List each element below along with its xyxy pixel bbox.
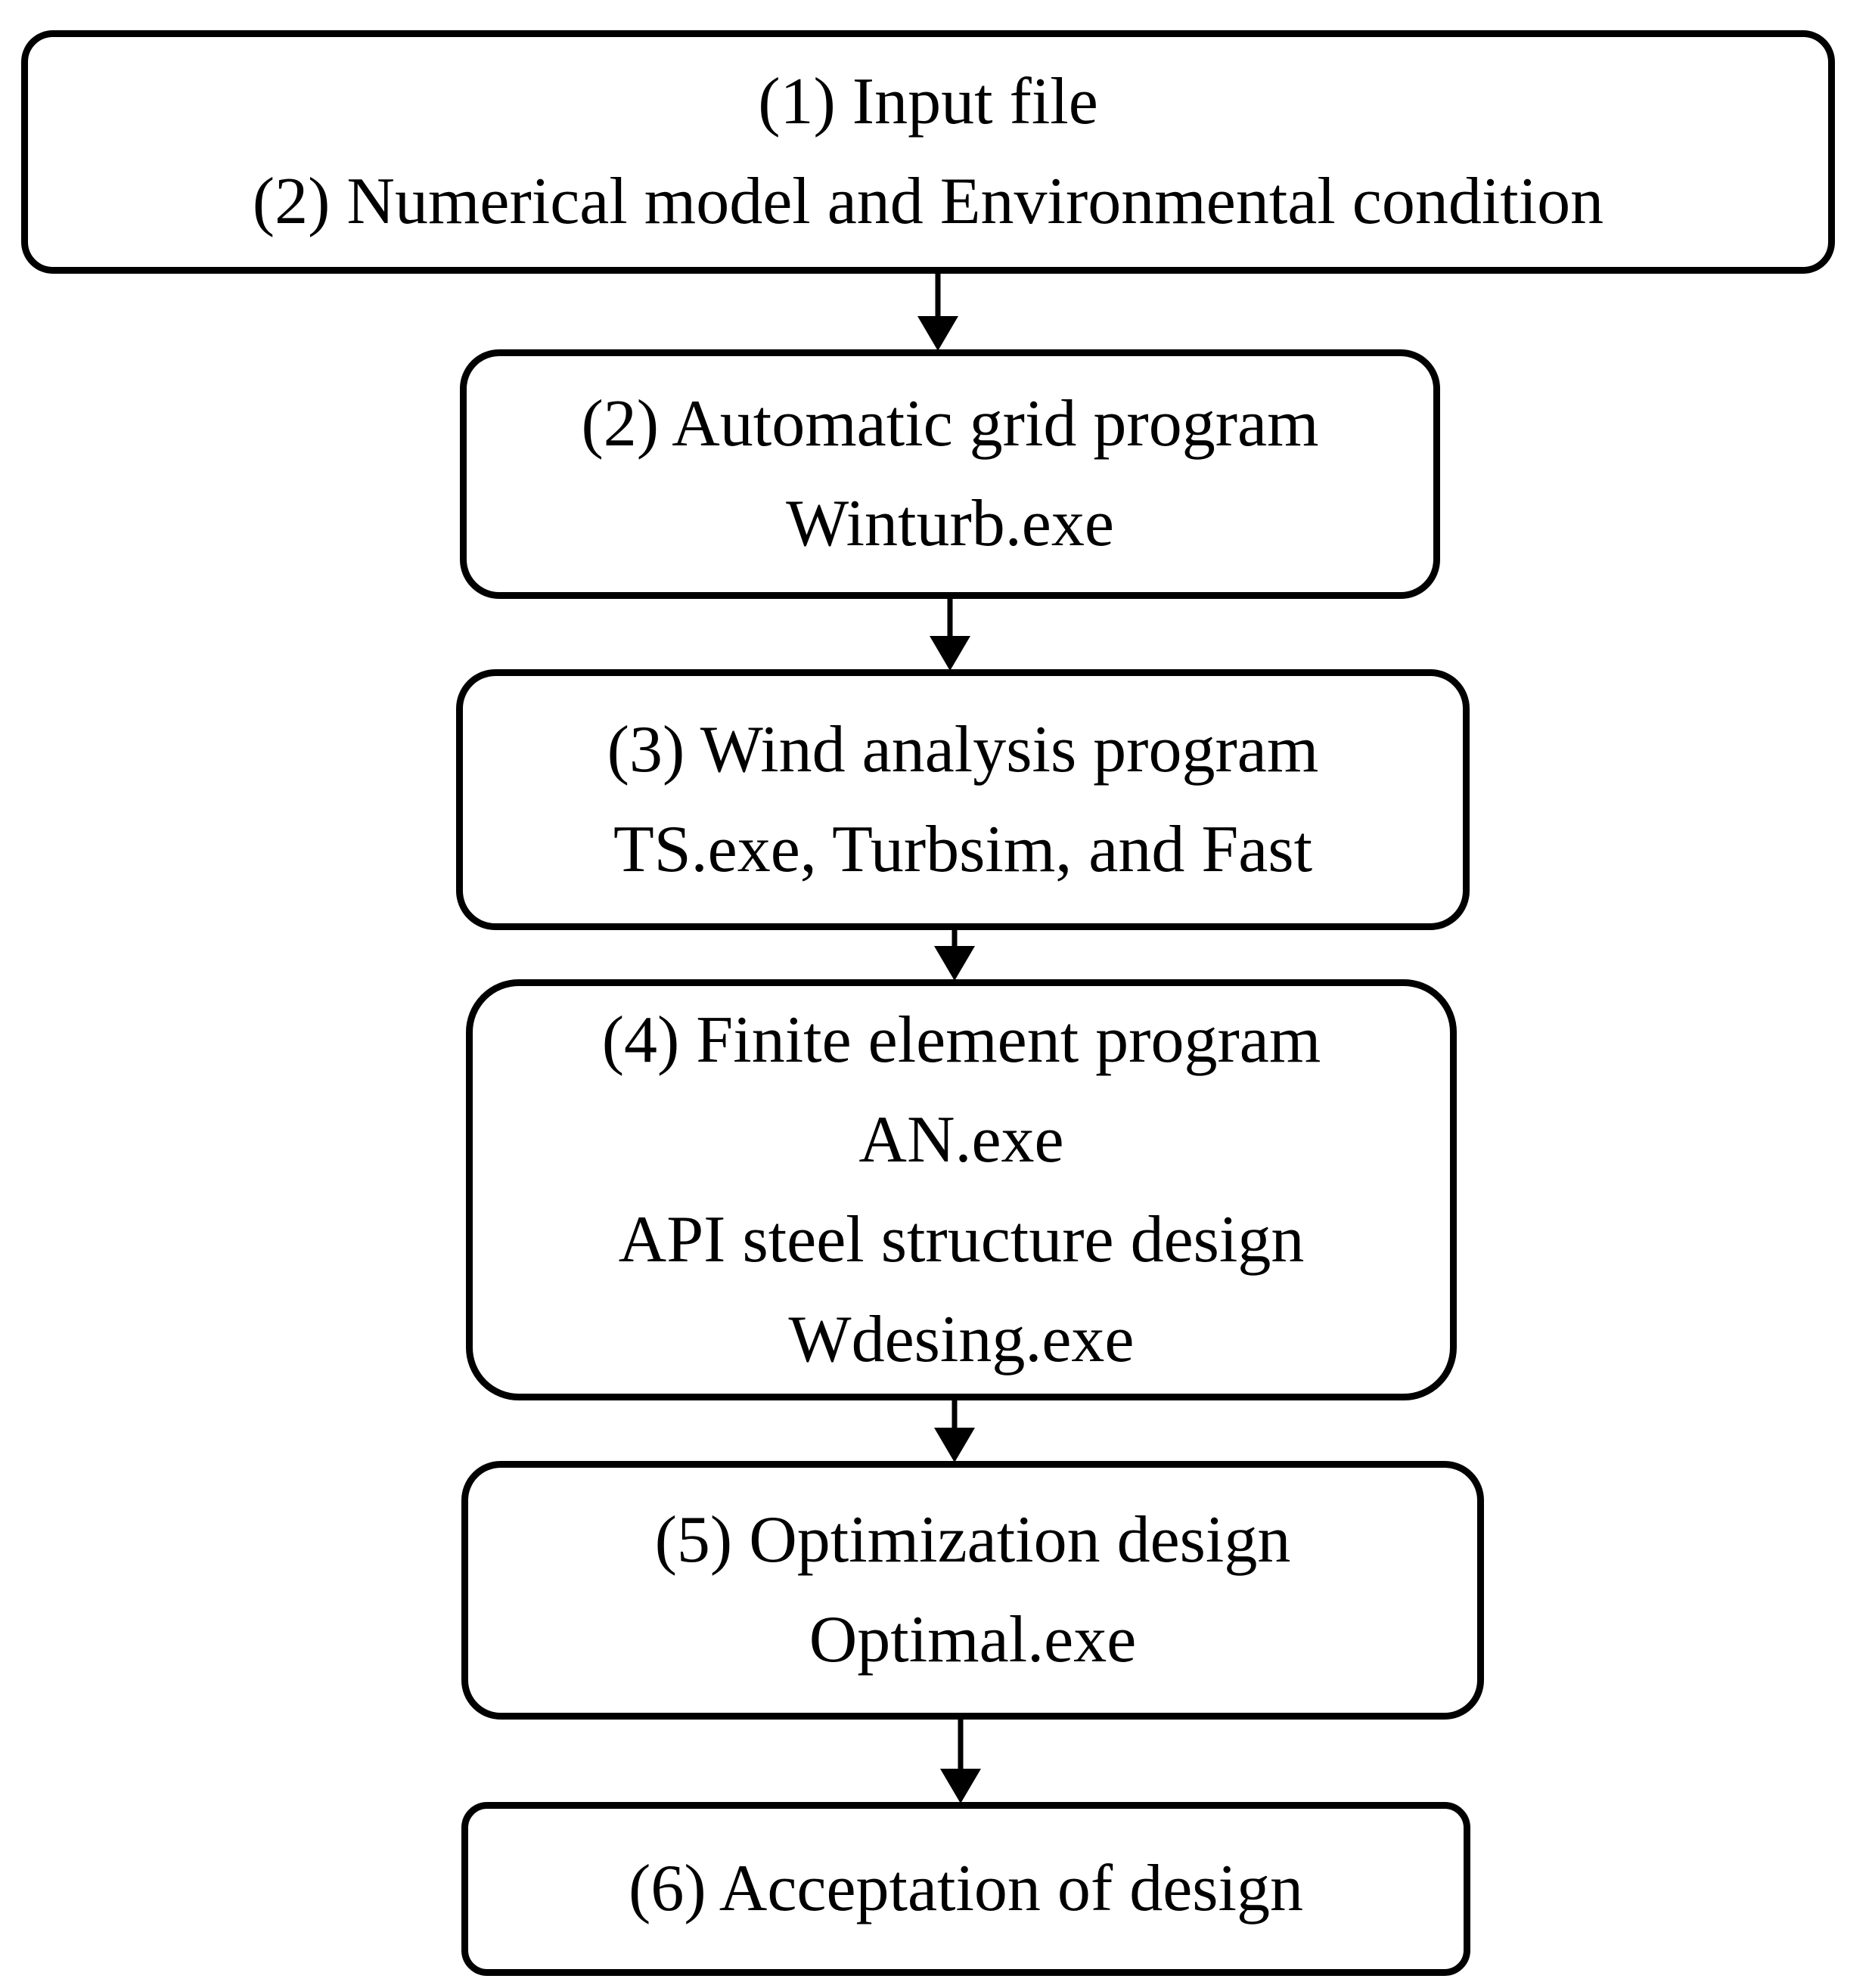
flow-node-automatic-grid-program <box>460 349 1440 599</box>
node-text-line: API steel structure design <box>618 1202 1305 1276</box>
flow-arrow-1-to-2 <box>915 271 961 351</box>
flow-arrow-5-to-6 <box>938 1717 983 1803</box>
flow-node-optimization-design <box>461 1461 1484 1720</box>
arrow-shaft <box>948 597 953 640</box>
arrow-down-icon <box>934 946 975 981</box>
node-text-line: (2) Numerical model and Environmental condition <box>252 165 1604 238</box>
arrow-down-icon <box>930 636 970 671</box>
arrow-shaft <box>936 271 941 321</box>
node-text-line: Winturb.exe <box>786 487 1114 560</box>
flow-arrow-4-to-5 <box>932 1398 977 1462</box>
flow-node-acceptation-of-design <box>461 1802 1470 1976</box>
node-text-line: (1) Input file <box>758 65 1098 138</box>
node-text-line: (3) Wind analysis program <box>607 712 1319 786</box>
flow-arrow-2-to-3 <box>927 597 973 671</box>
flow-node-wind-analysis-program <box>456 669 1470 930</box>
node-text-line: Wdesing.exe <box>788 1302 1135 1376</box>
flow-node-input-file <box>21 30 1835 274</box>
flow-node-finite-element-program <box>466 979 1457 1400</box>
node-text-line: (4) Finite element program <box>601 1003 1321 1077</box>
node-text-line: Optimal.exe <box>809 1603 1137 1676</box>
node-text-line: (2) Automatic grid program <box>581 387 1319 461</box>
arrow-down-icon <box>917 316 958 351</box>
arrow-shaft <box>958 1717 964 1773</box>
node-text-line: TS.exe, Turbsim, and Fast <box>613 812 1313 886</box>
node-text-line: AN.exe <box>858 1103 1064 1177</box>
node-text-line: (5) Optimization design <box>654 1503 1291 1577</box>
node-text-line: (6) Acceptation of design <box>629 1852 1303 1925</box>
arrow-down-icon <box>940 1769 981 1803</box>
arrow-down-icon <box>934 1428 975 1462</box>
flow-arrow-3-to-4 <box>932 928 977 981</box>
